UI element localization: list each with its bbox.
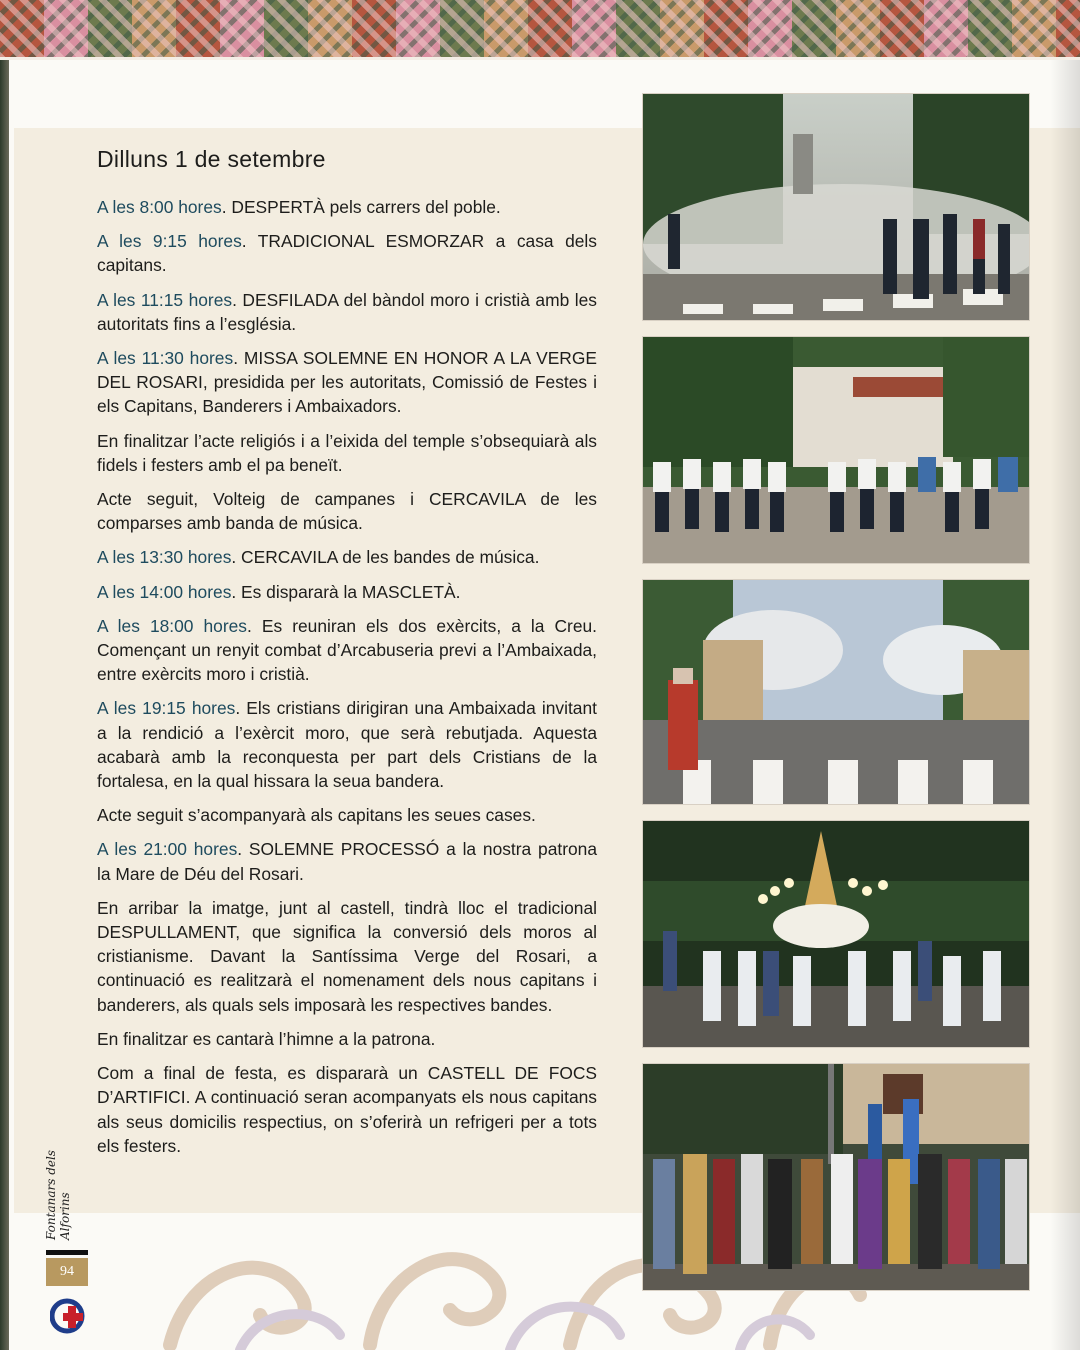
schedule-text: . MISSA SOLEMNE EN HONOR A LA VERGE DEL ROSARI, presidida per les autoritats, Comissió de Festes i els Capitans, Banderers i Ambaixadors. — [97, 348, 597, 417]
schedule-text: . DESFILADA del bàndol moro i cristià amb les autoritats fins a l’església. — [97, 289, 597, 334]
page-shadow — [1050, 60, 1080, 1350]
schedule-time: A les 11:15 hores — [97, 289, 233, 310]
photo-procession-virgin — [642, 820, 1030, 1048]
schedule-text: . Els cristians dirigiran una Ambaixada invitant a la rendició a l’exèrcit moro, que serà rebutjada. Aquesta acabarà amb la reconquesta per part dels Cristians de la fortalesa, en la qual hissara la seua bandera. — [97, 698, 597, 792]
schedule-text: En finalitzar es cantarà l’himne a la patrona. — [97, 1028, 436, 1049]
schedule-note — [97, 429, 597, 477]
photo-smoke-street — [642, 93, 1030, 321]
schedule-text: . Es reuniran els dos exèrcits, a la Creu. Començant un renyit combat d’Arcabuseria previ a l’Ambaixada, entre exèrcits moro i cristià. — [97, 615, 597, 685]
photo-night-crowd — [642, 1063, 1030, 1291]
schedule-text: . CERCAVILA de les bandes de música. — [231, 547, 540, 568]
page-number-bar — [46, 1250, 88, 1255]
schedule-note — [97, 1061, 597, 1158]
decorative-tile-border — [0, 0, 1080, 60]
schedule-time: A les 8:00 hores — [97, 197, 222, 217]
schedule-time: A les 14:00 hores — [97, 581, 232, 602]
schedule-item — [97, 229, 597, 277]
page-title: Dilluns 1 de setembre — [97, 146, 326, 172]
schedule-item — [97, 346, 597, 419]
schedule-text: . SOLEMNE PROCESSÓ a la nostra patrona la Mare de Déu del Rosari. — [97, 839, 597, 884]
schedule-text: Com a final de festa, es dispararà un CASTELL DE FOCS D’ARTIFICI. A continuació seran acompanyats els nous capitans als seus domicilis respectius, on s’oferirà un refrigeri per a tots els festers. — [97, 1063, 597, 1156]
association-logo-icon — [50, 1298, 88, 1334]
schedule-item — [97, 288, 597, 336]
schedule-text-column — [97, 140, 597, 1168]
schedule-time: A les 13:30 hores — [97, 547, 232, 568]
schedule-item — [97, 545, 597, 569]
schedule-time: A les 9:15 hores — [97, 231, 242, 252]
photo-column — [642, 93, 1032, 1306]
schedule-text: En arribar la imatge, junt al castell, tindrà lloc el tradicional DESPULLAMENT, que significa la conversió dels moros al cristianisme. Davant la Santíssima Verge del Rosari, a continuació es realitzarà el nomenament dels nous capitans i banderers, als quals sels imposarà les respectives bandes. — [97, 897, 597, 1015]
schedule-item — [97, 195, 597, 219]
schedule-time: A les 21:00 hores — [97, 839, 238, 860]
schedule-text: . DESPERTÀ pels carrers del poble. — [221, 197, 501, 217]
schedule-text: Acte seguit s’acompanyarà als capitans les seues cases. — [97, 805, 536, 826]
photo-marching-band — [642, 336, 1030, 564]
schedule-item — [97, 580, 597, 604]
photo-arquebus-crosswalk — [642, 579, 1030, 805]
schedule-time: A les 19:15 hores — [97, 698, 236, 719]
schedule-note — [97, 896, 597, 1017]
magazine-title: Fontanars dels Alforins — [44, 1150, 72, 1240]
schedule-time: A les 18:00 hores — [97, 615, 248, 636]
schedule-note — [97, 803, 597, 827]
schedule-text: . TRADICIONAL ESMORZAR a casa dels capitans. — [97, 231, 597, 276]
page-edge — [0, 60, 9, 1350]
schedule-text: En finalitzar l’acte religiós i a l’eixida del temple s’obsequiarà als fidels i festers amb el pa beneït. — [97, 430, 597, 475]
schedule-item — [97, 837, 597, 885]
schedule-note — [97, 1027, 597, 1051]
schedule-text: . Es dispararà la MASCLETÀ. — [231, 581, 461, 602]
schedule-text: Acte seguit, Volteig de campanes i CERCAVILA de les comparses amb banda de música. — [97, 489, 597, 534]
schedule-item — [97, 696, 597, 793]
schedule-item — [97, 614, 597, 687]
schedule-note — [97, 487, 597, 535]
schedule-time: A les 11:30 hores — [97, 348, 234, 369]
page-number: 94 — [46, 1258, 88, 1286]
